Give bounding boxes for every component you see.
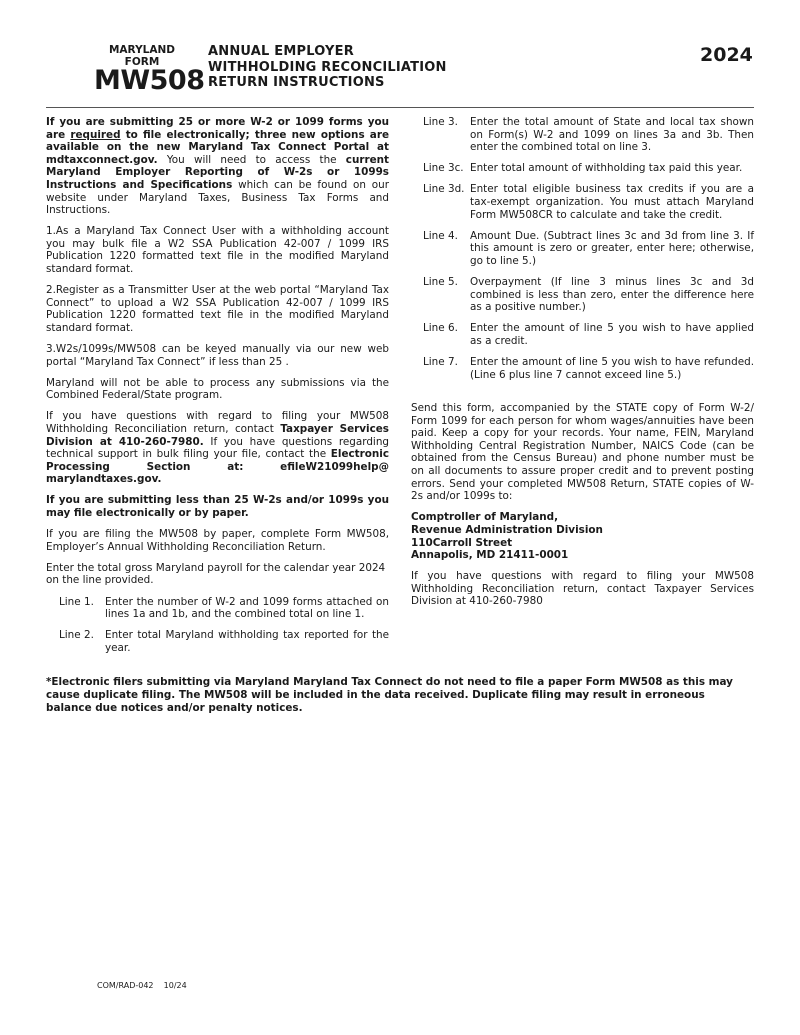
line-text: Enter the number of W-2 and 1099 forms attached on lines 1a and 1b, and the combined total on line 1. bbox=[105, 595, 389, 621]
line-text: Enter the total amount of State and local tax shown on Form(s) W-2 and 1099 on lines 3a and 3b. Then enter the combined total on line 3. bbox=[470, 116, 754, 154]
electronic-processing-contact: Electronic Processing Section at: efileW21099help@ marylandtaxes.gov. bbox=[46, 448, 389, 486]
intro-paragraph: If you are submitting 25 or more W-2 or 1099 forms you are required to file electronically; three new options are available on the new Maryland Tax Connect Portal at mdtaxconnect.gov. You will need to access the current Maryland Employer Reporting of W-2s or 1099s Instructions and Specifications which can be found on our website under Maryland Taxes, Business Tax Forms and Instructions. bbox=[46, 116, 389, 217]
mailing-address bbox=[411, 511, 754, 561]
address-line: Comptroller of Maryland, bbox=[411, 511, 559, 524]
form-title bbox=[208, 44, 447, 91]
line-instruction bbox=[411, 276, 754, 314]
electronic-filers-footnote: *Electronic filers submitting via Maryland Maryland Tax Connect do not need to file a paper Form MW508 as this may cause duplicate filing. The MW508 will be included in the data received. Duplicate filing may result in erroneous balance due notices and/or penalty notices. bbox=[46, 676, 733, 714]
line-label: Line 1. bbox=[59, 595, 94, 608]
combined-program-note: Maryland will not be able to process any submissions via the Combined Federal/State program. bbox=[46, 376, 389, 402]
line-instruction bbox=[411, 356, 754, 381]
line-instruction bbox=[46, 596, 389, 621]
send-instructions: Send this form, accompanied by the STATE copy of Form W-2/ Form 1099 for each person for whom wages/annuities have been paid. Keep a copy for your records. Your name, FEIN, Maryland Withholding Central Registration Number, NAICS Code (can be obtained from the Census Bureau) and phone number must be on all documents to assure proper credit and to prevent posting errors. Send your completed MW508 Return, STATE copies of W-2s and/or 1099s to: bbox=[411, 402, 754, 503]
title-line: WITHHOLDING RECONCILIATION bbox=[208, 59, 447, 75]
line-instruction bbox=[46, 629, 389, 654]
questions-paragraph: If you have questions with regard to filing your MW508 Withholding Reconciliation return, contact Taxpayer Services Division at 410-260-7980. If you have questions regarding technical support in bulk filing your file, contact the Electronic Processing Section at: efileW21099help@ marylandtaxes.gov. bbox=[46, 410, 390, 486]
line-instruction bbox=[411, 322, 754, 347]
tax-year: 2024 bbox=[700, 44, 753, 66]
less-than-25-heading: If you are submitting less than 25 W-2s and/or 1099s you may file electronically or by paper. bbox=[46, 494, 389, 520]
line-label: Line 4. bbox=[423, 229, 458, 242]
state-name: MARYLAND bbox=[108, 44, 175, 56]
required-emphasis: required bbox=[70, 128, 121, 141]
payroll-paragraph: Enter the total gross Maryland payroll for the calendar year 2024 on the line provided. bbox=[46, 561, 386, 587]
form-number: MW508 bbox=[94, 65, 205, 96]
line-label: Line 2. bbox=[59, 629, 94, 642]
line-text: Enter the amount of line 5 you wish to have applied as a credit. bbox=[470, 322, 754, 347]
taxpayer-services-contact: Taxpayer Services Division at 410-260-7980. bbox=[46, 422, 389, 448]
line-label: Line 3. bbox=[423, 116, 458, 128]
address-line: Revenue Administration Division bbox=[411, 523, 603, 536]
header-divider bbox=[46, 107, 754, 108]
paper-filing-paragraph: If you are filing the MW508 by paper, complete Form MW508, Employer’s Annual Withholding Reconciliation Return. bbox=[46, 528, 389, 553]
line-label: Line 3c. bbox=[423, 162, 464, 175]
line-text: Enter total amount of withholding tax paid this year. bbox=[470, 162, 743, 175]
option-1: 1.As a Maryland Tax Connect User with a withholding account you may bulk file a W2 SSA Publication 42-007 / 1099 IRS Publication 1220 formatted text file in the modified Maryland standard format. bbox=[46, 225, 389, 276]
form-code: COM/RAD-042 10/24 bbox=[97, 981, 187, 990]
line-label: Line 6. bbox=[423, 322, 458, 335]
line-instruction bbox=[411, 162, 754, 175]
title-line: RETURN INSTRUCTIONS bbox=[208, 75, 385, 90]
questions-contact: If you have questions with regard to filing your MW508 Withholding Reconciliation return, contact Taxpayer Services Division at 410-260-7980 bbox=[411, 570, 754, 608]
line-instruction bbox=[411, 116, 754, 154]
address-line: Annapolis, MD 21411-0001 bbox=[411, 549, 569, 562]
line-label: Line 7. bbox=[423, 355, 458, 368]
line-text: Enter total Maryland withholding tax reported for the year. bbox=[105, 629, 389, 654]
line-label: Line 3d. bbox=[423, 183, 465, 196]
line-text: Overpayment (If line 3 minus lines 3c and 3d combined is less than zero, enter the difference here as a positive number.) bbox=[470, 275, 754, 314]
line-instruction bbox=[411, 230, 754, 268]
line-instruction bbox=[411, 183, 754, 221]
line-text: Enter the amount of line 5 you wish to have refunded. (Line 6 plus line 7 cannot exceed line 5.) bbox=[470, 355, 754, 381]
address-line: 110Carroll Street bbox=[411, 536, 513, 549]
line-text: Enter total eligible business tax credits if you are a tax-exempt organization. You must attach Maryland Form MW508CR to calculate and take the credit. bbox=[470, 183, 754, 221]
title-line: ANNUAL EMPLOYER bbox=[208, 44, 354, 59]
line-label: Line 5. bbox=[423, 275, 458, 288]
line-text: Amount Due. (Subtract lines 3c and 3d from line 3. If this amount is zero or greater, enter here; otherwise, go to line 5.) bbox=[470, 229, 754, 267]
form-word: FORM bbox=[124, 56, 160, 68]
left-column bbox=[46, 116, 389, 663]
right-column bbox=[411, 116, 754, 617]
option-2: 2.Register as a Transmitter User at the web portal “Maryland Tax Connect” to upload a W2 SSA Publication 42-007 / 1099 IRS Publication 1220 formatted text file in the modified Maryland standard format. bbox=[46, 284, 389, 334]
option-3: 3.W2s/1099s/MW508 can be keyed manually via our new web portal “Maryland Tax Connect” if less than 25 . bbox=[46, 343, 389, 368]
